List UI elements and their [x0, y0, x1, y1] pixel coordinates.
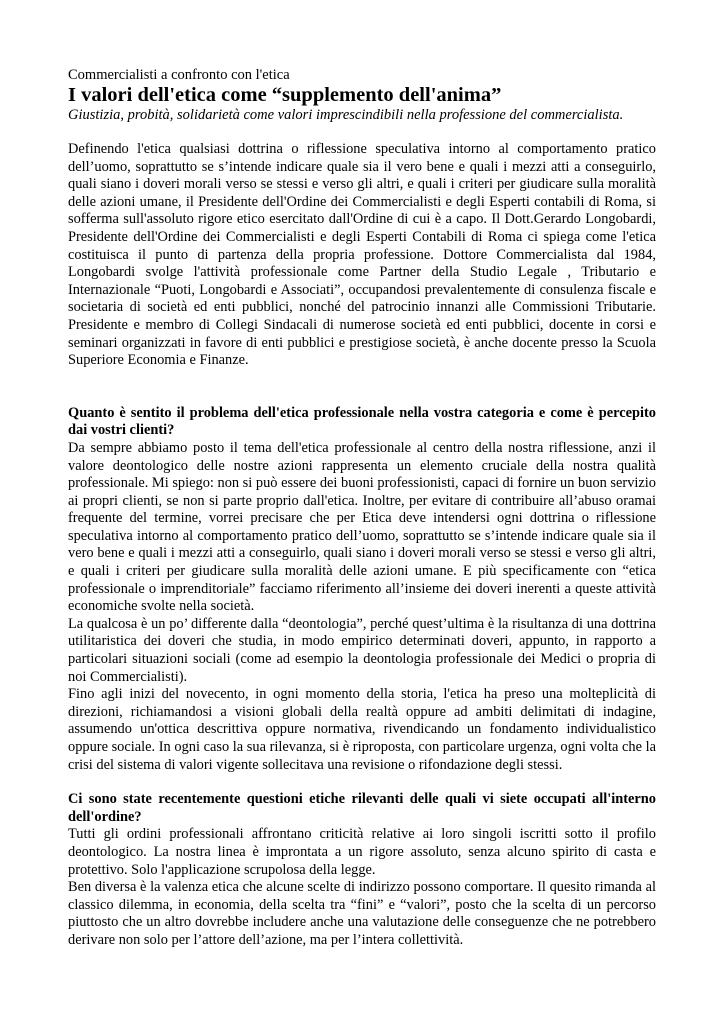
answer-2-paragraph-2-text: Ben diversa è la valenza etica che alcune scelte di indirizzo possono comportare. Il quesito rimanda al classico dilemma, in economia, della scelta tra “fini” e “valori”, posto che la scelta di un percorso piuttosto che un altro dovrebbe includere anche una valutazione delle conseguenze che ne potrebbero derivare non solo per l’attore dell’azione, ma per l’intera collettività.	[68, 879, 656, 948]
answer-1-paragraph-3: Fino agli inizi del novecento, in ogni momento della storia, l'etica ha preso una molteplicità di direzioni, richiamandosi a visioni globali della realtà oppure ad ambiti delimitati di indagine, assumendo un'ottica descrittiva oppure normativa, rivendicando un fondamento individualistico oppure sociale. In ogni caso la sua rilevanza, si è riproposta, con particolare urgenza, ogni volta che la crisi del sistema di valori vigente sollecitava una revisione o rifondazione degli stessi.	[68, 686, 656, 773]
article-subtitle: Giustizia, probità, solidarietà come valori imprescindibili nella professione del commercialista.	[68, 107, 624, 123]
answer-1-paragraph-1: Da sempre abbiamo posto il tema dell'etica professionale al centro della nostra riflessione, anzi il valore deontologico delle nostre azioni rappresenta un elemento cruciale della nostra qualità professionale. Mi spiego: non si può essere dei buoni professionisti, capaci di fornire un buon servizio ai propri clienti, se non si parte proprio dall'etica. Inoltre, per evitare di contribuire all’abuso oramai frequente del termine, vorrei precisare che per Etica deve intendersi ogni dottrina o riflessione speculativa intorno al comportamento pratico dell’uomo, soprattutto se s’intende indicare quale sia il vero bene e quali i mezzi atti a conseguirlo, quali siano i doveri morali verso se stessi e verso gli altri, e quali i criteri per giudicare sulla moralità delle azioni umane. E più specificamente con “etica professionale o imprenditoriale” facciamo riferimento all’insieme dei doveri inerenti a queste attività economiche svolte nella società.	[68, 439, 656, 615]
answer-1-paragraph-2: La qualcosa è un po’ differente dalla “deontologia”, perché quest’ultima è la risultanza di una dottrina utilitaristica dei doveri che studia, in modo empirico determinati doveri, appunto, in rapporto a particolari situazioni sociali (come ad esempio la deontologia professionale dei Medici o propria di noi Commercialisti).	[68, 615, 656, 685]
section-spacer	[68, 370, 656, 405]
section-spacer	[68, 774, 656, 791]
document-page	[68, 67, 656, 950]
question-2	[68, 791, 656, 826]
article-title: I valori dell'etica come “supplemento dell'anima”	[68, 84, 502, 106]
intro-paragraph: Definendo l'etica qualsiasi dottrina o riflessione speculativa intorno al comportamento pratico dell’uomo, soprattutto se s’intende indicare quale sia il vero bene e quali i mezzi atti a conseguirlo, quali siano i doveri morali verso se stessi e verso gli altri, e quali i criteri per giudicare sulla moralità delle azioni umane, il Presidente dell'Ordine dei Commercialisti e degli Esperti contabili di Roma, si sofferma sull'assoluto rigore etico esercitato dall'Ordine di cui è a capo. Il Dott.Gerardo Longobardi, Presidente dell'Ordine dei Commercialisti e degli Esperti Contabili di Roma ci spiega come l'etica costituisca il punto di partenza della propria professione. Dottore Commercialista dal 1984, Longobardi svolge l'attività professionale come Partner della Studio Legale , Tributario e Internazionale “Puoti, Longobardi e Associati”, occupandosi prevalentemente di consulenza fiscale e societaria di società ed enti pubblici, nonché del patrocinio innanzi alle Commissioni Tributarie. Presidente e membro di Collegi Sindacali di numerose società ed enti pubblici, docente in corsi e seminari organizzati in favore di enti pubblici e prestigiose società, è anche docente presso la Scuola Superiore Economia e Finanze.	[68, 141, 656, 369]
question-2-text: Ci sono state recentemente questioni etiche rilevanti delle quali vi siete occupati all'interno dell'ordine?	[68, 791, 656, 825]
answer-2-paragraph-2	[68, 879, 656, 949]
article-kicker: Commercialisti a confronto con l'etica	[68, 67, 290, 83]
question-1: Quanto è sentito il problema dell'etica professionale nella vostra categoria e come è percepito dai vostri clienti?	[68, 404, 656, 439]
answer-2-paragraph-1: Tutti gli ordini professionali affrontano criticità relative ai loro singoli iscritti sotto il profilo deontologico. La nostra linea è improntata a un rigore assoluto, senza alcuno spirito di casta e protettivo. Solo l'applicazione scrupolosa della legge.	[68, 826, 656, 878]
